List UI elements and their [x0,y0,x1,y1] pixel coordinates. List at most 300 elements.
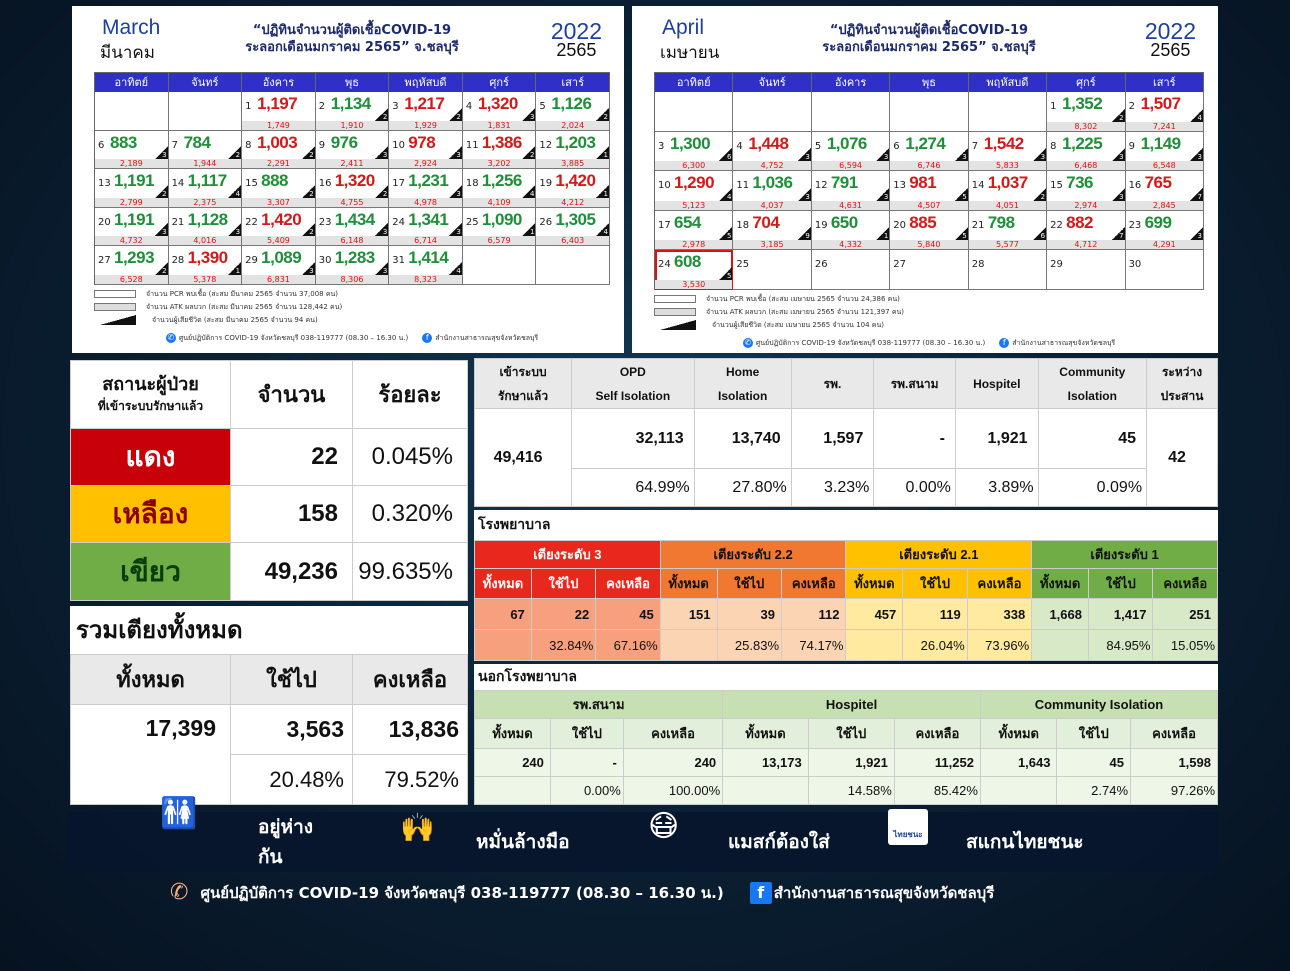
atk-positive-count: 1,929 [389,121,462,130]
pcr-positive-count: 978 [408,132,436,152]
death-marker [228,185,241,198]
bed-percent: 84.95% [1089,630,1153,661]
calendar-day-cell [1126,132,1204,172]
death-marker [876,188,889,201]
summary-header-line2: Self Isolation [595,388,671,403]
atk-positive-count: 8,306 [316,275,389,284]
death-marker [719,227,732,240]
pcr-positive-count: 1,390 [187,248,228,267]
status-header-sub: ที่เข้าระบบรักษาแล้ว [97,398,204,413]
pcr-positive-count: 1,542 [983,133,1024,153]
atk-positive-count: 8,302 [1047,122,1124,131]
facebook-icon: f [999,338,1009,348]
facebook-icon: f [422,333,432,343]
total-beds-header-all: ทั้งหมด [71,655,231,705]
footer-phone-text: ศูนย์ปฏิบัติการ COVID-19 จังหวัดชลบุรี 038-119777 (08.30 – 16.30 น.) [178,333,409,342]
day-number: 26 [539,216,553,228]
calendar-title-line2: ระลอกเดือนมกราคม 2565” จ.ชลบุรี [822,40,1036,55]
pcr-positive-count: 1,283 [334,248,375,267]
summary-header-line1: เข้าระบบ [499,364,547,379]
summary-header-line2: รักษาแล้ว [497,388,549,403]
death-marker [449,185,462,198]
summary-percent: 3.89% [955,469,1038,507]
atk-positive-count: 4,732 [95,236,168,245]
day-number: 6 [98,139,105,151]
calendar-year [551,20,602,58]
death-count: 4 [1197,113,1202,122]
day-number: 7 [971,140,979,152]
day-number: 8 [1050,140,1057,152]
outside-subheader: คงเหลือ [1131,719,1218,749]
outside-percent: 0.00% [550,777,623,805]
day-number: 29 [1050,259,1063,270]
atk-positive-count: 2,411 [316,159,389,168]
calendar-day-cell [655,211,733,251]
atk-positive-count: 4,752 [733,161,810,170]
summary-value: 32,113 [572,409,695,469]
calendar-day-cell [95,208,169,247]
atk-positive-count: 4,755 [316,198,389,207]
calendar-day-cell [1126,211,1204,251]
death-count: 3 [805,153,810,161]
outside-percent [980,777,1057,805]
death-marker [522,146,535,159]
day-number: 31 [392,255,406,266]
summary-header-line1: Community [1059,364,1126,379]
pcr-positive-count: 699 [1144,212,1172,232]
measure-distance [68,796,328,872]
death-marker [375,262,388,275]
calendar-day-cell [169,208,243,247]
calendar-title [94,18,610,60]
summary-value: 49,416 [475,409,572,507]
day-number: 16 [1128,180,1142,191]
day-number: 30 [1128,259,1142,270]
death-count: 3 [1197,232,1202,240]
outside-subheader: ทั้งหมด [475,719,551,749]
calendar-day-cell [242,92,316,131]
bed-percent [475,630,532,661]
footer-facebook-text: สำนักงานสาธารณสุขจังหวัดชลบุรี [1012,338,1116,347]
death-count: 2 [456,112,461,121]
death-count: 1 [529,228,535,236]
death-count: 3 [382,266,388,275]
calendar-day-cell [890,211,968,251]
calendar-day-cell [463,92,537,131]
day-number: 23 [318,216,332,228]
summary-percent: 3.23% [791,469,874,507]
calendar-day-cell [733,92,811,132]
death-marker [1112,148,1125,161]
pcr-positive-count: 1,225 [1062,133,1103,153]
death-count: 4 [726,192,732,201]
calendar-day-cell [812,132,890,172]
outside-percent: 85.42% [894,777,980,805]
calendar-day-cell [536,131,610,170]
bed-percent: 73.96% [967,630,1031,661]
summary-percent: 64.99% [572,469,695,507]
day-number: 20 [98,216,111,228]
pcr-positive-count: 1,003 [257,132,298,152]
death-marker [375,185,388,198]
atk-positive-count: 4,507 [890,201,967,210]
day-number: 14 [171,178,185,189]
atk-positive-count: 1,749 [242,121,315,130]
death-count: 3 [962,153,967,161]
atk-positive-count: 2,291 [242,159,315,168]
atk-positive-count: 2,024 [536,121,609,130]
atk-positive-count: 2,189 [95,159,168,168]
atk-positive-count: 5,840 [890,240,967,249]
death-count: 2 [162,266,167,275]
bed-percent: 26.04% [903,630,967,661]
outside-group-header: Community Isolation [980,691,1217,719]
calendar-day-cell [969,171,1047,211]
atk-positive-count: 6,831 [242,275,315,284]
pcr-positive-count: 1,037 [987,173,1028,192]
day-number: 11 [465,139,479,151]
day-number: 18 [465,178,479,189]
pcr-positive-count: 1,420 [261,209,302,229]
death-count: 4 [529,189,535,198]
legend-label: จำนวนผู้เสียชีวิต (สะสม เมษายน 2565 จำนวน 104 คน) [712,320,884,329]
pcr-positive-count: 765 [1144,173,1172,192]
death-count: 3 [805,192,810,201]
pcr-positive-count: 1,352 [1062,94,1103,113]
outside-title: นอกโรงพยาบาล [478,669,577,685]
outside-value: 1,921 [808,749,894,777]
bed-level-header: เตียงระดับ 2.2 [660,541,846,569]
calendar-day-cell [389,131,463,170]
total-beds-left-percent: 79.52% [353,755,468,805]
weekday-header: พุธ [316,73,390,92]
outside-value: 240 [623,749,722,777]
death-count: 3 [382,151,388,159]
death-marker [719,148,732,161]
calendar-day-cell [389,169,463,208]
day-number: 29 [245,255,258,266]
death-marker [1190,109,1203,122]
month-name-th: เมษายน [660,43,720,62]
day-number: 16 [318,178,332,189]
outside-percent: 14.58% [808,777,894,805]
death-count: 3 [456,189,461,198]
phone-icon: ✆ [170,880,189,905]
death-marker [302,223,315,236]
calendar-day-cell [316,169,390,208]
outside-percent [723,777,809,805]
death-marker [449,262,462,275]
year-en: 2022 [1144,18,1196,44]
weekday-header: พุธ [890,73,968,92]
bed-level-header: เตียงระดับ 2.1 [846,541,1032,569]
outside-percent [475,777,551,805]
bed-percent: 74.17% [782,630,846,661]
contact-facebook[interactable]: สำนักงานสาธารณสุขจังหวัดชลบุรี [773,883,995,902]
death-count: 1 [603,189,608,198]
calendar-day-cell [463,208,537,247]
day-number: 28 [171,255,185,266]
facebook-icon: f [750,882,772,904]
total-beds-left: 13,836 [353,705,468,755]
atk-positive-count: 5,123 [655,201,732,210]
summary-header-line1: Home [725,364,760,379]
calendar-day-cell [169,92,243,131]
day-number: 23 [1128,219,1142,231]
atk-positive-count: 3,530 [655,280,732,289]
death-marker [719,188,732,201]
legend-item [94,288,610,301]
calendar-day-cell [536,246,610,285]
calendar-header [94,12,610,72]
total-beds-title: รวมเตียงทั้งหมด [76,616,243,644]
pcr-positive-count: 883 [110,132,137,152]
weekday-header: พฤหัสบดี [389,73,463,92]
summary-value: 1,921 [955,409,1038,469]
outside-group-header: รพ.สนาม [475,691,723,719]
measure-handwash [328,811,578,857]
measure-thaichana [854,827,1194,857]
atk-positive-count: 6,148 [316,236,389,245]
calendar-day-cell [316,92,390,131]
calendar-day-cell [1047,211,1125,251]
outside-subheader: ใช้ไป [1057,719,1131,749]
summary-header-line2: Isolation [1067,388,1117,403]
atk-positive-count: 6,528 [95,275,168,284]
calendar-april [632,6,1218,353]
atk-positive-count: 3,885 [536,159,609,168]
atk-positive-count: 4,332 [812,240,889,249]
legend-label: จำนวน ATK ผลบวก (สะสม มีนาคม 2565 จำนวน 128,442 คน) [146,302,343,311]
atk-positive-count: 4,212 [536,198,609,207]
atk-positive-count: 4,037 [733,201,810,210]
death-marker [522,185,535,198]
death-count: 9 [805,232,810,240]
outside-value: 11,252 [894,749,980,777]
death-count: 4 [456,266,461,275]
atk-positive-count: 8,323 [389,275,462,284]
day-number: 12 [814,180,828,191]
day-number: 17 [392,178,406,189]
day-number: 22 [1050,219,1063,231]
day-number: 3 [392,101,399,112]
death-marker [302,146,315,159]
day-number: 11 [736,180,750,191]
bed-subheader: ทั้งหมด [846,569,903,599]
month-name-en: March [102,16,161,39]
legend-item [94,301,610,314]
bed-value: 338 [967,599,1031,630]
pcr-positive-count: 1,117 [187,171,227,190]
bed-value: 67 [475,599,532,630]
atk-positive-count: 7,241 [1126,122,1203,131]
bed-subheader: คงเหลือ [1153,569,1218,599]
death-marker [955,188,968,201]
weekday-header: เสาร์ [536,73,610,92]
bed-subheader: ทั้งหมด [475,569,532,599]
death-marker [798,148,811,161]
pcr-positive-count: 608 [674,252,701,271]
death-marker [155,262,168,275]
death-marker [596,223,609,236]
atk-positive-count: 6,594 [812,161,889,170]
atk-positive-count: 2,978 [655,240,732,249]
weekday-header: จันทร์ [169,73,243,92]
count-header: จำนวน [231,361,353,429]
calendar-day-cell [1047,92,1125,132]
pcr-positive-count: 736 [1066,173,1094,192]
calendar-day-cell [812,250,890,290]
bed-subheader: คงเหลือ [967,569,1031,599]
calendar-day-cell [389,92,463,131]
calendar-day-cell [733,211,811,251]
legend-item [94,314,610,327]
pcr-positive-count: 650 [830,212,858,232]
death-marker [1033,188,1046,201]
death-count: 1 [883,232,889,240]
contact-phone[interactable]: ศูนย์ปฏิบัติการ COVID-19 จังหวัดชลบุรี 038-119777 (08.30 – 16.30 น.) [200,883,724,902]
death-count: 2 [603,112,608,121]
death-marker [955,227,968,240]
death-count: 2 [235,151,241,159]
pcr-positive-count: 1,126 [551,94,592,113]
year-th: 2565 [556,40,597,60]
death-count: 1 [603,151,608,159]
day-number: 6 [893,140,900,152]
calendar-day-cell [969,250,1047,290]
bed-value: 39 [717,599,781,630]
death-count: 3 [1040,153,1046,161]
outside-group-header: Hospitel [723,691,981,719]
death-marker [155,185,168,198]
atk-positive-count: 4,016 [169,236,242,245]
day-number: 24 [392,216,406,228]
calendar-day-cell [536,92,610,131]
calendar-day-cell [655,250,733,290]
calendar-day-cell [812,92,890,132]
death-marker [876,148,889,161]
bed-subheader: ใช้ไป [531,569,595,599]
calendar-day-cell [316,208,390,247]
pcr-positive-count: 1,300 [670,133,711,153]
death-count: 4 [235,189,241,198]
calendar-legend [654,293,1204,332]
bed-subheader: ใช้ไป [717,569,781,599]
legend-label: จำนวน ATK ผลบวก (สะสม เมษายน 2565 จำนวน 121,397 คน) [706,307,905,316]
summary-percent: 0.00% [874,469,956,507]
bed-percent: 25.83% [717,630,781,661]
month-name-th: มีนาคม [100,43,155,62]
calendar-day-cell [463,169,537,208]
atk-positive-count: 2,845 [1126,201,1203,210]
calendar-day-cell [1126,92,1204,132]
death-count: 1 [235,266,241,275]
footer-phone-text: ศูนย์ปฏิบัติการ COVID-19 จังหวัดชลบุรี 038-119777 (08.30 – 16.30 น.) [755,338,986,347]
death-count: 7 [1197,192,1202,201]
bed-value: 251 [1153,599,1218,630]
day-number: 9 [1128,140,1135,152]
death-marker [375,146,388,159]
death-count: 6 [726,153,732,161]
summary-header-line1: Hospitel [973,376,1021,391]
death-count: 3 [456,228,461,236]
calendar-day-cell [890,92,968,132]
pcr-positive-count: 976 [330,132,358,152]
calendar-day-cell [242,208,316,247]
bed-percent [1032,630,1089,661]
pcr-positive-count: 1,320 [334,171,375,190]
atk-positive-count: 6,300 [655,161,732,170]
calendar-header [654,12,1204,72]
bed-subheader: คงเหลือ [596,569,660,599]
death-marker [449,146,462,159]
day-number: 21 [171,216,185,228]
summary-percent: 27.80% [694,469,791,507]
legend-swatch [94,303,136,311]
atk-positive-count: 4,631 [812,201,889,210]
bed-percent: 67.16% [596,630,660,661]
death-count: 4 [603,228,608,236]
calendar-day-cell [169,169,243,208]
summary-header-line1: รพ. [823,376,842,391]
atk-positive-count: 5,409 [242,236,315,245]
calendar-day-cell [389,246,463,285]
death-marker [798,227,811,240]
bed-subheader: คงเหลือ [782,569,846,599]
death-marker [302,185,315,198]
death-count: 3 [1119,153,1124,161]
bed-percent [660,630,717,661]
outside-hospital-panel [474,664,1218,804]
death-marker [876,227,889,240]
measure-mask [578,809,854,857]
day-number: 14 [971,180,985,191]
legend-item [654,293,1204,306]
death-marker [1190,227,1203,240]
death-marker [1033,227,1046,240]
total-beds-panel [70,606,468,804]
day-number: 13 [893,180,907,191]
pcr-positive-count: 1,256 [481,171,522,190]
death-marker [449,108,462,121]
atk-positive-count: 4,109 [463,198,536,207]
bed-subheader: ใช้ไป [1089,569,1153,599]
death-count: 3 [382,228,388,236]
calendar-day-cell [890,250,968,290]
mask-icon: 😷 [648,809,680,844]
atk-positive-count: 2,974 [1047,201,1124,210]
atk-positive-count: 3,185 [733,240,810,249]
status-green-count: 49,236 [231,543,353,601]
measure-thaichana-label: สแกนไทยชนะ [966,831,1084,853]
total-beds-header-used: ใช้ไป [231,655,353,705]
bed-value: 151 [660,599,717,630]
pcr-positive-count: 1,128 [187,209,228,229]
calendar-day-cell [733,171,811,211]
outside-value: 1,643 [980,749,1057,777]
year-th: 2565 [1150,40,1191,60]
death-count: 7 [1119,232,1124,240]
legend-label: จำนวน PCR พบเชื้อ (สะสม มีนาคม 2565 จำนวน 37,008 คน) [146,289,339,298]
weekday-header: อังคาร [812,73,890,92]
summary-header [694,359,791,409]
day-number: 1 [1050,101,1057,112]
atk-positive-count: 6,746 [890,161,967,170]
bed-percent: 15.05% [1153,630,1218,661]
calendar-day-cell [463,131,537,170]
atk-positive-count: 1,831 [463,121,536,130]
death-marker [449,223,462,236]
